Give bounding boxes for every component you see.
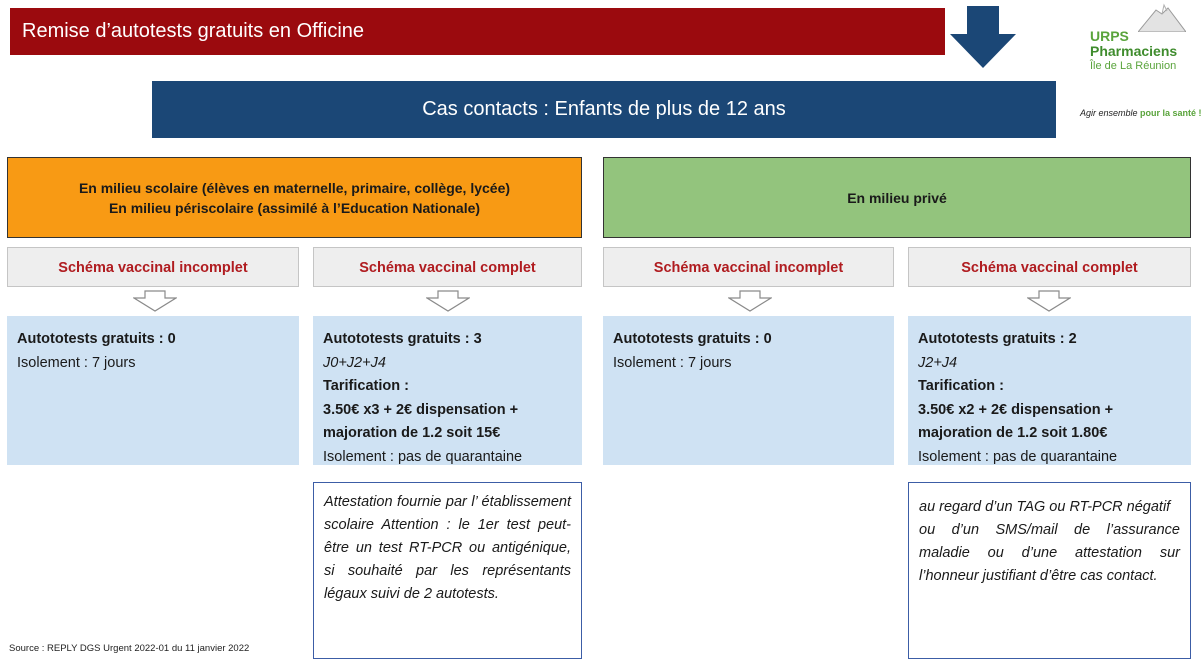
note-text: Attestation fournie par l’ établissement scolaire Attention : le 1er test peut-être un test RT-PCR ou antigénique, si souhaité par les représentants légaux suivi de 2 autotests.	[324, 494, 571, 602]
schema-label: Schéma vaccinal incomplet	[58, 260, 248, 276]
autotests-count: Autototests gratuits : 3	[323, 331, 482, 347]
logo-line-3: Île de La Réunion	[1090, 60, 1177, 72]
isolation-text: Isolement : 7 jours	[17, 354, 136, 371]
private-complete-info	[908, 316, 1191, 465]
private-header-text: En milieu privé	[847, 189, 947, 206]
school-complete-note	[313, 482, 582, 659]
school-complete-info	[313, 316, 582, 465]
logo-line-1: URPS	[1090, 28, 1129, 44]
volcano-icon	[1138, 2, 1186, 32]
note-text-part-2: ou d’un SMS/mail de l’assurance maladie ou d’une attestation sur l’honneur justifiant d’être cas contact.	[919, 522, 1180, 584]
tarif-line-1: 3.50€ x3 + 2€ dispensation +	[323, 401, 519, 418]
arrow-down-outline-icon	[133, 290, 177, 312]
schema-label: Schéma vaccinal complet	[359, 260, 536, 276]
page-title: Remise d’autotests gratuits en Officine	[22, 20, 365, 42]
tarif-label: Tarification :	[323, 378, 409, 394]
schema-label: Schéma vaccinal complet	[961, 260, 1138, 276]
tarif-line-1: 3.50€ x2 + 2€ dispensation +	[918, 401, 1114, 418]
tarif-label: Tarification :	[918, 378, 1004, 394]
arrow-down-outline-icon	[728, 290, 772, 312]
school-header-line-1: En milieu scolaire (élèves en maternelle, primaire, collège, lycée)	[78, 179, 511, 196]
school-header	[7, 157, 582, 238]
autotests-count: Autototests gratuits : 0	[613, 331, 772, 347]
autotests-count: Autototests gratuits : 0	[17, 331, 176, 347]
logo-line-2: Pharmaciens	[1090, 43, 1178, 59]
private-complete-schema	[908, 247, 1191, 287]
school-complete-schema	[313, 247, 582, 287]
school-incomplete-info	[7, 316, 299, 465]
test-days: J2+J4	[918, 354, 958, 371]
isolation-text: Isolement : pas de quarantaine	[918, 448, 1118, 465]
isolation-text: Isolement : 7 jours	[613, 354, 732, 371]
test-days: J0+J2+J4	[323, 354, 386, 371]
arrow-down-outline-icon	[426, 290, 470, 312]
subtitle: Cas contacts : Enfants de plus de 12 ans	[422, 98, 786, 120]
logo-tagline	[1080, 108, 1202, 118]
note-text-part-1: au regard d’un TAG ou RT-PCR négatif	[919, 499, 1171, 515]
tarif-line-2: majoration de 1.2 soit 15€	[323, 425, 501, 441]
urps-logo	[1076, 2, 1200, 122]
down-arrow-icon	[950, 6, 1016, 68]
schema-label: Schéma vaccinal incomplet	[653, 260, 844, 276]
subtitle-bar	[152, 81, 1056, 138]
private-incomplete-info	[603, 316, 894, 465]
logo-tagline-prefix: Agir ensemble	[1080, 108, 1141, 118]
autotests-count: Autototests gratuits : 2	[918, 331, 1077, 347]
school-header-line-2: En milieu périscolaire (assimilé à l’Education Nationale)	[108, 199, 481, 216]
private-header	[603, 157, 1191, 238]
isolation-text: Isolement : pas de quarantaine	[323, 448, 523, 465]
tarif-line-2: majoration de 1.2 soit 1.80€	[918, 425, 1108, 441]
private-complete-note	[908, 482, 1191, 659]
logo-tagline-bold: pour la santé !	[1140, 108, 1202, 118]
source-footnote: Source : REPLY DGS Urgent 2022-01 du 11 janvier 2022	[9, 643, 250, 654]
private-incomplete-schema	[603, 247, 894, 287]
arrow-down-outline-icon	[1027, 290, 1071, 312]
page-title-bar	[10, 8, 945, 55]
school-incomplete-schema	[7, 247, 299, 287]
